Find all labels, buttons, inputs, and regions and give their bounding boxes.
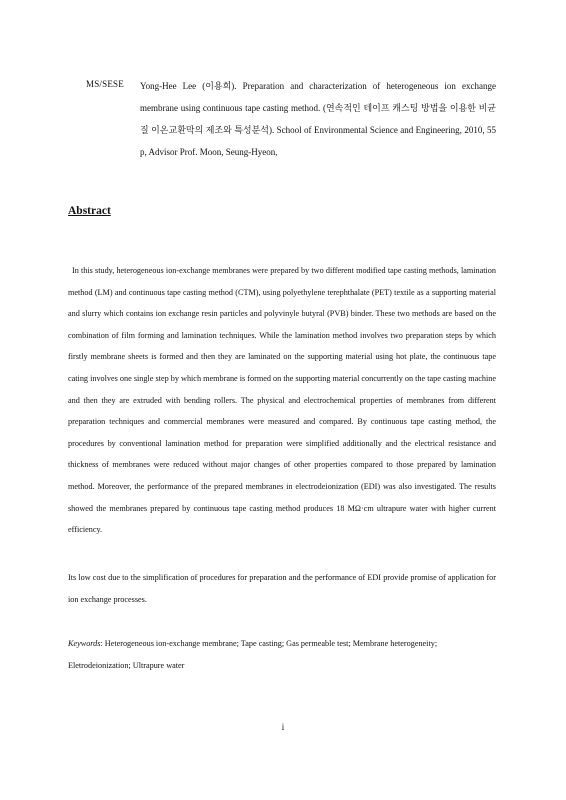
- keywords-label: Keywords: [68, 639, 101, 648]
- thesis-citation: Yong-Hee Lee (이용희). Preparation and characterization of heterogeneous ion exchange membrane using continuous tape casting method. (연속적인 테이프 캐스팅 방법을 이용한 비균질 이온교환막의 제조와 특성분석). School of Environmental Science and Engineering, 2010, 55 p, Advisor Prof. Moon, Seung-Hyeon,: [140, 81, 496, 157]
- keywords: [68, 633, 496, 676]
- abstract-paragraph-2: Its low cost due to the simplification of procedures for preparation and the performance of EDI provide promise of application for ion exchange processes.: [68, 573, 496, 604]
- abstract-heading: Abstract: [68, 205, 111, 217]
- degree-label: MS/SESE: [86, 79, 124, 89]
- keywords-list: : Heterogeneous ion-exchange membrane; Tape casting; Gas permeable test; Membrane heterogeneity; Eletrodeionization; Ultrapure water: [68, 639, 438, 670]
- page-number: i: [281, 722, 285, 732]
- abstract-paragraph-1: In this study, heterogeneous ion-exchange membranes were prepared by two different modified tape casting methods, lamination method (LM) and continuous tape casting method (CTM), using polyethylene terephthalate (PET) textile as a supporting material and slurry which contains ion exchange resin particles and polyvinyle butyral (PVB) binder. These two methods are based on the combination of film forming and lamination techniques. While the lamination method involves two preparation steps by which firstly membrane sheets is formed and then they are laminated on the supporting material using hot plate, the continuous tape cating involves one single step by which membrane is formed on the supporting material concurrently on the tape casting machine and then they are extruded with bending rollers. The physical and electrochemical properties of membranes from different preparation techniques and commercial membranes were measured and compared. By continuous tape casting method, the procedures by conventional lamination method for preparation were simplified additionally and the electrical resistance and thickness of membranes were reduced without major changes of other properties compared to those prepared by lamination method. Moreover, the performance of the prepared membranes in electrodeionization (EDI) was also investigated. The results showed the membranes prepared by continuous tape casting method produces 18 MΩ·cm ultrapure water with higher current efficiency.: [68, 266, 496, 535]
